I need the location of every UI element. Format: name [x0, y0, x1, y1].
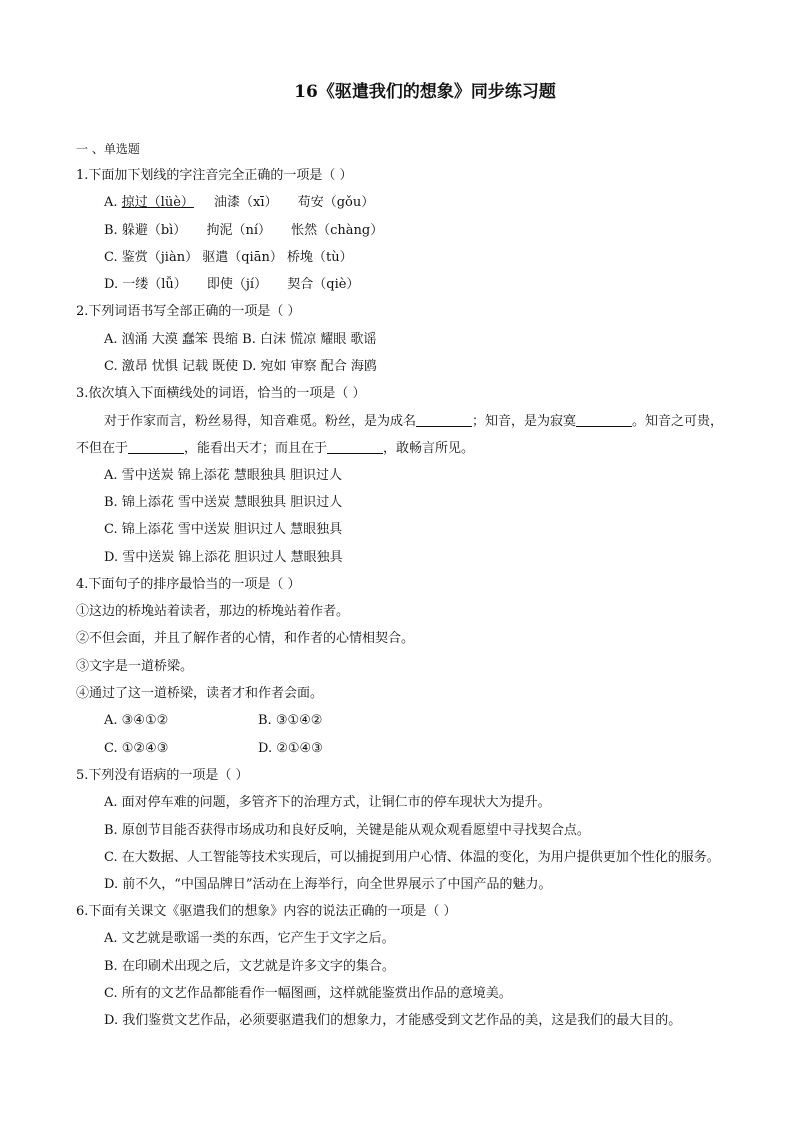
fill-blank: [416, 412, 472, 427]
q3-passage-text: ，敢畅言所见。: [383, 440, 475, 456]
q5-option-d[interactable]: D. 前不久，“中国品牌日”活动在上海举行，向全世界展示了中国产品的魅力。: [104, 876, 552, 892]
q1-option-label: C.: [104, 249, 118, 265]
q1-option-part: 苟安（gǒu）: [297, 195, 375, 211]
q3-passage-text: ，能看出天才；而且在于: [184, 440, 328, 456]
q6-stem: 6.下面有关课文《驱遣我们的想象》内容的说法正确的一项是（ ）: [76, 904, 457, 920]
q3-passage: [76, 408, 734, 462]
page-title: 16《驱遣我们的想象》同步练习题: [294, 82, 556, 102]
q2-stem: 2.下列词语书写全部正确的一项是（ ）: [76, 304, 301, 320]
q5-option-b[interactable]: B. 原创节目能否获得市场成功和良好反响，关键是能从观众观看愿望中寻找契合点。: [104, 822, 590, 838]
q3-option-a[interactable]: A. 雪中送炭 锦上添花 慧眼独具 胆识过人: [104, 467, 343, 483]
q1-option-part: 一缕（lǚ）: [122, 277, 187, 293]
q3-passage-text: ；知音，是为寂寞: [472, 413, 577, 429]
q2-options-line-1[interactable]: A. 汹涌 大漠 蠢笨 畏缩 B. 白沫 慌凉 耀眼 歌谣: [104, 331, 377, 347]
q2-options-line-2[interactable]: C. 激昂 忧惧 记载 既使 D. 宛如 审察 配合 海鸥: [104, 359, 377, 375]
q4-options-row-1: [76, 707, 734, 734]
q1-stem: 1.下面加下划线的字注音完全正确的一项是（ ）: [76, 168, 353, 183]
q4-option-c[interactable]: C. ①②④③: [104, 740, 169, 756]
q4-sentence-3: ③文字是一道桥梁。: [76, 658, 194, 674]
q5-stem: 5.下列没有语病的一项是（ ）: [76, 767, 249, 783]
q5-option-a[interactable]: A. 面对停车难的问题，多管齐下的治理方式，让铜仁市的停车现状大为提升。: [104, 795, 551, 811]
fill-blank: [576, 412, 632, 427]
q4-option-b[interactable]: B. ③①④②: [258, 713, 323, 729]
q6-option-b[interactable]: B. 在印刷术出现之后，文艺就是许多文字的集合。: [104, 958, 395, 974]
q1-option-part: 桥堍（tù）: [286, 249, 353, 265]
q4-sentence-1: ①这边的桥堍站着读者，那边的桥堍站着作者。: [76, 604, 350, 620]
q3-passage-text: 对于作家而言，粉丝易得，知音难觅。粉丝，是为成名: [104, 413, 417, 429]
q1-option-part: 拘泥（ní）: [206, 222, 271, 238]
q4-stem: 4.下面句子的排序最恰当的一项是（ ）: [76, 576, 301, 592]
section-heading: 一 、单选题: [76, 142, 140, 156]
q3-option-b[interactable]: B. 锦上添花 雪中送炭 慧眼独具 胆识过人: [104, 494, 343, 510]
q1-option-part: 驱遣（qiān）: [202, 249, 283, 265]
q1-option-b[interactable]: [76, 217, 734, 244]
q4-options-row-2: [76, 735, 734, 762]
fill-blank: [128, 439, 184, 454]
q1-option-label: D.: [104, 277, 119, 293]
q6-option-c[interactable]: C. 所有的文艺作品都能看作一幅图画，这样就能鉴赏出作品的意境美。: [104, 986, 512, 1002]
q1-option-a[interactable]: [76, 189, 734, 216]
q4-option-d[interactable]: D. ②①④③: [258, 740, 323, 756]
q3-option-d[interactable]: D. 雪中送炭 锦上添花 胆识过人 慧眼独具: [104, 549, 343, 565]
q1-option-part: 怅然（chàng）: [291, 222, 384, 238]
q1-option-label: A.: [104, 195, 118, 211]
q4-sentence-4: ④通过了这一道桥梁，读者才和作者会面。: [76, 686, 324, 702]
q1-option-part: 契合（qiè）: [287, 277, 360, 293]
q3-option-c[interactable]: C. 锦上添花 雪中送炭 胆识过人 慧眼独具: [104, 522, 343, 538]
q1-option-part: 躲避（bì）: [121, 222, 187, 238]
q1-option-part: 鉴赏（jiàn）: [121, 249, 199, 265]
q6-option-d[interactable]: D. 我们鉴赏文艺作品，必须要驱遣我们的想象力，才能感受到文艺作品的美，这是我们的最大目的。: [104, 1013, 682, 1029]
q3-stem: 3.依次填入下面横线处的词语，恰当的一项是（ ）: [76, 386, 366, 402]
q1-option-part: 即使（jí）: [206, 277, 268, 293]
q1-option-part: 掠过（lüè）: [121, 195, 194, 211]
q3-passage-text: 。知音之可贵，不但在于: [76, 413, 724, 456]
q1-option-label: B.: [104, 222, 118, 238]
q6-option-a[interactable]: A. 文艺就是歌谣一类的东西，它产生于文字之后。: [104, 931, 395, 947]
fill-blank: [327, 439, 383, 454]
q5-option-c[interactable]: C. 在大数据、人工智能等技术实现后，可以捕捉到用户心情、体温的变化，为用户提供更加个性化的服务。: [104, 849, 720, 865]
q4-option-a[interactable]: A. ③④①②: [104, 713, 169, 729]
q1-option-part: 油漆（xī）: [214, 195, 278, 211]
q4-sentence-2: ②不但会面，并且了解作者的心情，和作者的心情相契合。: [76, 631, 415, 647]
q1-option-d[interactable]: [76, 271, 734, 298]
q1-option-c[interactable]: [76, 244, 734, 271]
